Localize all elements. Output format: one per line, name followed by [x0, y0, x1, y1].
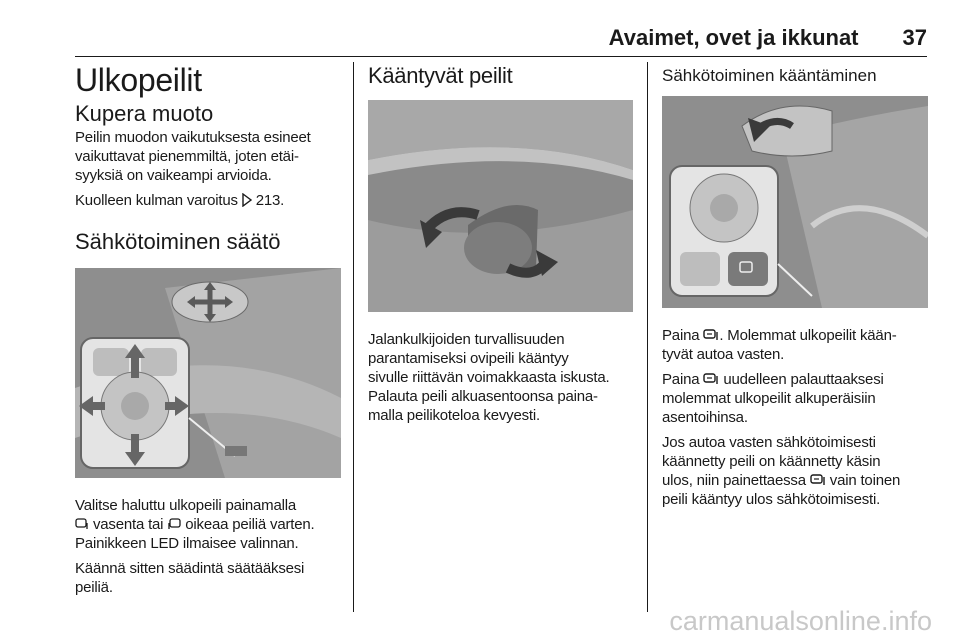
electric-folding-switch-illustration — [662, 96, 928, 308]
column-divider-1 — [353, 62, 354, 612]
right-mirror-icon — [167, 517, 181, 531]
left-mirror-icon — [75, 517, 89, 531]
mirror-fold-icon — [810, 473, 826, 487]
page-header — [75, 26, 927, 57]
paragraph-press-fold: Paina . Molemmat ulkopeilit kään- tyvät autoa vasten. — [662, 327, 897, 363]
column-3 — [662, 62, 928, 515]
paragraph-blind-spot-ref: Kuolleen kulman varoitus 213. — [75, 192, 285, 209]
folding-mirror-illustration — [368, 100, 633, 312]
mirror-fold-icon — [703, 372, 719, 386]
page-reference-icon — [242, 193, 252, 207]
paragraph-press-restore: Paina uudelleen palauttaaksesi molemmat ulkopeilit alkuperäisiin asentoihinsa. — [662, 371, 884, 426]
section-heading-electric-folding: Sähkötoiminen kääntäminen — [662, 66, 877, 85]
watermark: carmanualsonline.info — [669, 606, 932, 636]
subheading-kupera-muoto: Kupera muoto — [75, 101, 214, 126]
subheading-electric-adjustment: Sähkötoiminen säätö — [75, 229, 281, 254]
mirror-adjust-switch-illustration — [75, 268, 341, 478]
page-number: 37 — [902, 25, 927, 50]
reference-link[interactable]: 213. — [255, 192, 285, 209]
paragraph-folding-mirrors: Jalankulkijoiden turvallisuuden parantamiseksi ovipeili kääntyy sivulle riittävän voimakkaasta iskusta. Palauta peili alkuasentoonsa paina- malla peilikoteloa kevyesti. — [368, 331, 610, 424]
paragraph-turn-control: Käännä sitten säädintä säätääksesi peiliä. — [75, 560, 305, 596]
column-2 — [368, 62, 633, 431]
paragraph-convex-shape: Peilin muodon vaikutuksesta esineet vaikuttavat pienemmiltä, joten etäi- syyksiä on vaikeampi arvioida. — [75, 129, 311, 184]
paragraph-select-mirror: Valitse haluttu ulkopeili painamalla vasenta tai oikeaa peiliä varten. Painikkeen LED ilmaisee valinnan. — [75, 497, 315, 552]
column-1 — [75, 62, 341, 603]
mirror-fold-icon — [703, 328, 719, 342]
section-heading-folding-mirrors: Kääntyvät peilit — [368, 63, 513, 88]
column-divider-2 — [647, 62, 648, 612]
chapter-title: Avaimet, ovet ja ikkunat — [608, 25, 859, 50]
paragraph-manual-fold-note: Jos autoa vasten sähkötoimisesti käännetty peili on käännetty käsin ulos, niin painettaessa vain toinen peili kääntyy ulos sähkötoimisesti. — [662, 434, 901, 508]
section-heading-ulkopeilit: Ulkopeilit — [75, 62, 202, 98]
